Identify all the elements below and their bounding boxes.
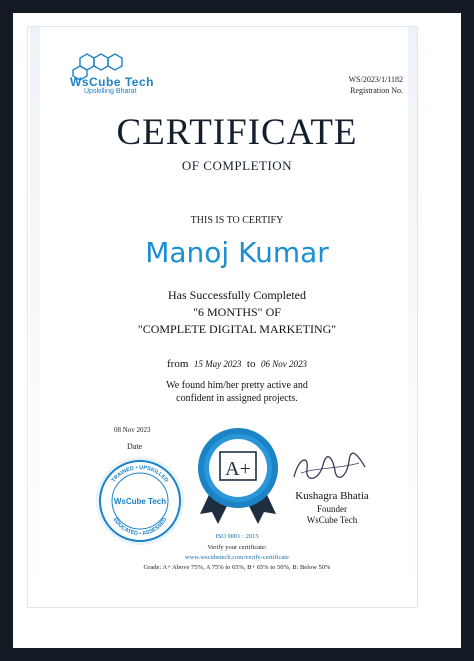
iso-certification: ISO 9001 : 2015	[215, 533, 259, 540]
remark-line-2: confident in assigned projects.	[176, 393, 298, 404]
certificate-subtitle: OF COMPLETION	[181, 158, 293, 173]
course-line: "COMPLETE DIGITAL MARKETING"	[137, 322, 337, 336]
issue-date-label: Date	[127, 442, 143, 451]
grade-badge-text: A+	[225, 458, 251, 480]
brand-tagline: Upskilling Bharat	[84, 88, 137, 95]
seal-bottom-text: EDUCATED • ASSESSED	[111, 516, 169, 538]
completion-line: Has Successfully Completed	[168, 288, 306, 302]
seal-top-text: TRAINED • UPSKILLED	[110, 464, 170, 484]
founder-org: WsCube Tech	[306, 515, 358, 525]
registration-number: WS/2023/1/1182	[348, 75, 403, 84]
from-date: 15 May 2023	[193, 359, 242, 369]
verify-text: Verify your certificate:	[207, 544, 267, 551]
certify-line: THIS IS TO CERTIFY	[190, 215, 284, 226]
to-date: 06 Nov 2023	[260, 359, 307, 369]
from-label: from	[167, 358, 189, 370]
founder-name: Kushagra Bhatia	[295, 490, 369, 502]
founder-role: Founder	[317, 504, 347, 514]
brand-name: WsCube Tech	[70, 75, 154, 89]
founder-signature	[289, 447, 369, 487]
verify-url-link[interactable]: www.wscubetech.com/verify-certificate	[185, 554, 289, 561]
remark-line-1: We found him/her pretty active and	[166, 380, 308, 391]
certificate-title: CERTIFICATE	[116, 112, 358, 153]
recipient-name: Manoj Kumar	[145, 236, 329, 269]
registration-label: Registration No.	[350, 86, 403, 95]
grading-scale: Grade: A+ Above 75%, A 75% to 65%, B+ 65% to 50%, B: Below 50%	[143, 564, 331, 571]
to-label: to	[246, 358, 256, 370]
duration-line: "6 MONTHS" OF	[193, 305, 281, 319]
date-range	[0, 358, 474, 370]
seal-center-text: WsCube Tech	[113, 497, 167, 506]
issue-date: 08 Nov 2023	[114, 426, 151, 434]
